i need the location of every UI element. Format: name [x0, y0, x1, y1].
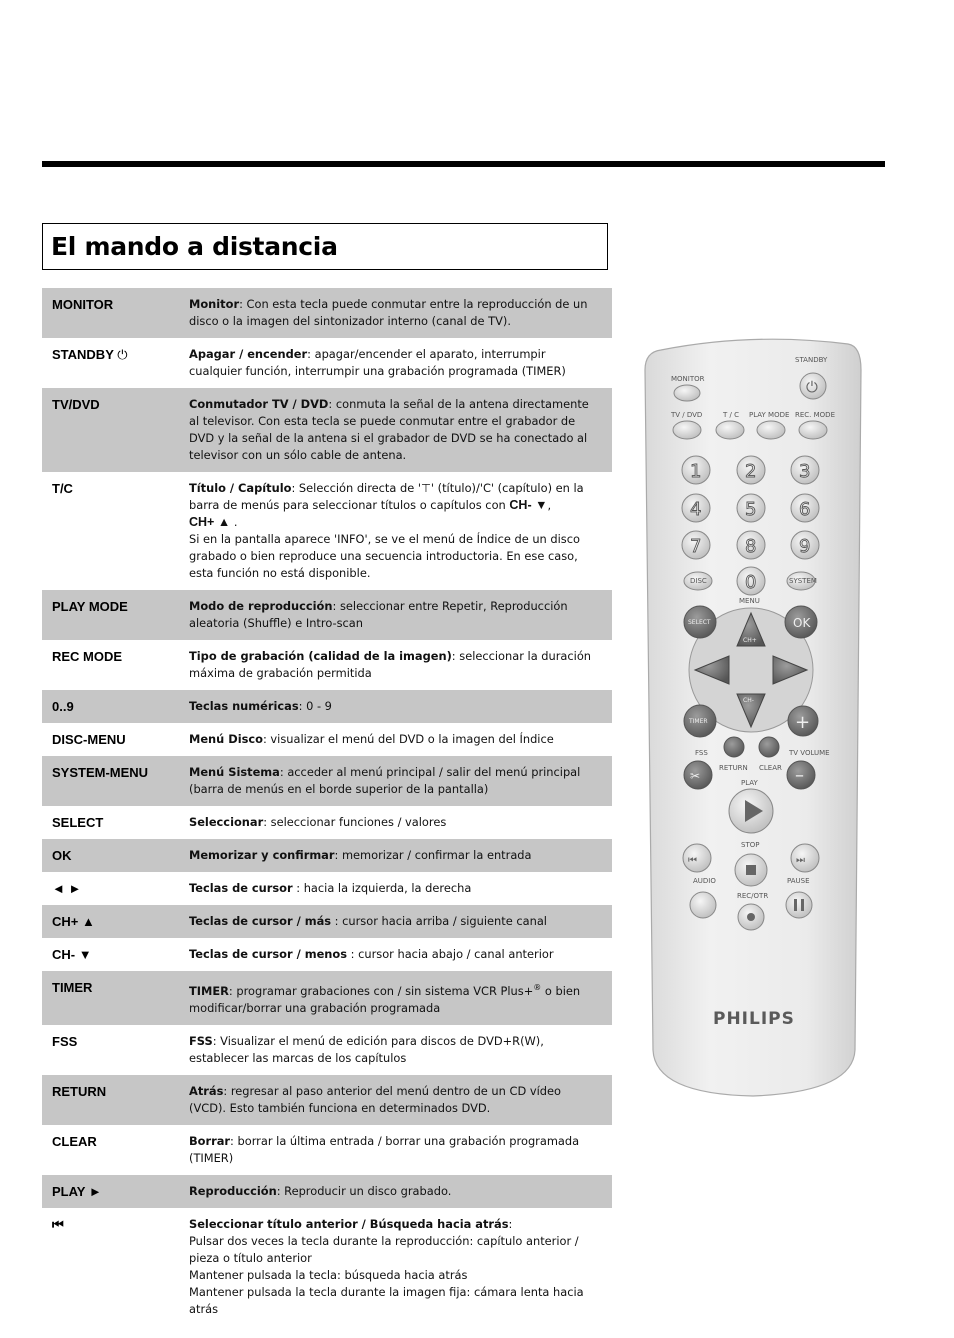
key-description: Título / Capítulo: Selección directa de '⊤' (título)/'C' (capítulo) en la barra de menús para seleccionar títulos o capítulos con CH- ▼, CH+ ▲ . Si en la pantalla aparece 'INFO', se ve el menú de Índice de un disco grabado o bien reproduce una secuencia introductoria. En ese caso, esta función no está disponible.	[189, 481, 584, 580]
table-row	[42, 690, 612, 723]
pause-icon	[794, 899, 797, 911]
table-row	[42, 590, 612, 640]
table-row	[42, 288, 612, 338]
page-title: El mando a distancia	[51, 232, 338, 261]
table-row	[42, 388, 612, 472]
table-row	[42, 905, 612, 938]
remote-label-select: SELECT	[688, 619, 711, 626]
key-name: FSS	[52, 1033, 78, 1049]
remote-digit-label: 3	[799, 461, 811, 482]
remote-label-stop: STOP	[741, 841, 760, 849]
remote-label-pause: PAUSE	[787, 877, 810, 885]
key-name: CH- ▼	[52, 947, 92, 962]
key-description: Seleccionar: seleccionar funciones / valores	[189, 815, 447, 829]
remote-control-illustration	[643, 330, 865, 1100]
key-description: Modo de reproducción: seleccionar entre Repetir, Reproducción aleatoria (Shuffle) e Intro-scan	[189, 599, 568, 630]
table-row	[42, 1025, 612, 1075]
remote-label-monitor: MONITOR	[671, 375, 705, 383]
table-row	[42, 1125, 612, 1175]
table-row	[42, 938, 612, 971]
remote-label-recotr: REC/OTR	[737, 892, 769, 900]
remote-digit-label: 5	[745, 499, 757, 520]
remote-label-tc: T / C	[723, 411, 739, 419]
remote-label-timer: TIMER	[689, 718, 708, 725]
table-row	[42, 1075, 612, 1125]
top-rule	[42, 161, 885, 167]
remote-label-ok: OK	[793, 616, 811, 630]
remote-label-standby: STANDBY	[795, 356, 828, 364]
remote-digit-label: 8	[745, 536, 757, 557]
table-row	[42, 839, 612, 872]
power-icon: ⏻	[806, 378, 818, 396]
remote-label-disc: DISC	[690, 577, 707, 585]
key-description: Reproducción: Reproducir un disco grabado.	[189, 1183, 452, 1198]
next-icon: ⏭	[796, 855, 805, 866]
key-name: TV/DVD	[52, 397, 100, 412]
key-description: Seleccionar título anterior / Búsqueda hacia atrás: Pulsar dos veces la tecla durante la reproducción: capítulo anterior / pieza o título anterior Mantener pulsada la tecla: búsqueda hacia atrás Mantener pulsada la tecla durante la imagen fija: cámara lenta hacia atrás	[189, 1216, 584, 1316]
key-name: STANDBY ⏻	[52, 347, 128, 362]
table-row	[42, 971, 612, 1025]
key-description: Menú Disco: visualizar el menú del DVD o la imagen del Índice	[189, 732, 554, 746]
key-name: CH+ ▲	[52, 914, 95, 929]
key-description: Atrás: regresar al paso anterior del menú dentro de un CD vídeo (VCD). Esto también funciona en determinados DVD.	[189, 1083, 561, 1115]
remote-digit-label: 9	[799, 536, 811, 557]
remote-label-return: RETURN	[719, 764, 748, 772]
key-name: SYSTEM-MENU	[52, 765, 149, 780]
record-icon	[747, 913, 755, 921]
key-description: Menú Sistema: acceder al menú principal / salir del menú principal (barra de menús en el borde superior de la pantalla)	[189, 765, 581, 796]
remote-label-tvdvd: TV / DVD	[671, 411, 703, 419]
key-name: PLAY ►	[52, 1183, 102, 1199]
table-row	[42, 756, 612, 806]
table-row	[42, 723, 612, 756]
remote-label-recmode: REC. MODE	[795, 411, 835, 419]
key-description: Teclas de cursor / menos : cursor hacia abajo / canal anterior	[189, 947, 554, 961]
key-description: FSS: Visualizar el menú de edición para discos de DVD+R(W), establecer las marcas de los capítulos	[189, 1033, 544, 1065]
key-description: Teclas de cursor / más : cursor hacia arriba / siguiente canal	[189, 914, 547, 928]
stop-icon	[746, 865, 756, 875]
key-name: MONITOR	[52, 297, 114, 312]
key-description: Tipo de grabación (calidad de la imagen): seleccionar la duración máxima de grabación permitida	[189, 649, 592, 680]
previous-icon: ⏮	[688, 855, 697, 866]
remote-label-playmode: PLAY MODE	[749, 411, 790, 419]
key-description: Conmutador TV / DVD: conmuta la señal de la antena directamente al televisor. Con esta tecla se puede conmutar entre el grabador de DVD y la señal de la antena si el grabador de DVD se ha conectado al televisor con un sólo cable de antena.	[189, 397, 589, 462]
plus-icon: +	[795, 712, 811, 733]
remote-label-menu: MENU	[739, 597, 760, 605]
power-icon: ⏻	[117, 347, 128, 362]
key-name: OK	[52, 848, 72, 863]
remote-label-chminus: CH-	[743, 697, 754, 704]
key-description: Teclas numéricas: 0 - 9	[189, 699, 332, 713]
remote-label-system: SYSTEM	[789, 577, 817, 585]
key-description: Memorizar y confirmar: memorizar / confirmar la entrada	[189, 848, 532, 862]
remote-digit-label: 2	[745, 461, 757, 482]
scissors-icon: ✂	[690, 769, 701, 783]
table-row	[42, 1175, 612, 1208]
remote-brand-logo: PHILIPS	[713, 1009, 795, 1029]
remote-key-table	[42, 288, 612, 1326]
key-name: SELECT	[52, 815, 104, 830]
remote-digit-label: 4	[690, 499, 702, 520]
table-row	[42, 1208, 612, 1326]
key-name: T/C	[52, 481, 73, 496]
remote-label-play: PLAY	[741, 779, 758, 787]
table-row	[42, 472, 612, 590]
key-name: 0..9	[52, 699, 74, 714]
key-name: ◄ ►	[52, 881, 82, 896]
table-row	[42, 872, 612, 905]
key-name: DISC-MENU	[52, 732, 126, 747]
key-description: Borrar: borrar la última entrada / borrar una grabación programada (TIMER)	[189, 1133, 580, 1165]
table-row	[42, 338, 612, 388]
remote-label-tvvolume: TV VOLUME	[789, 749, 830, 757]
section-title-box	[42, 223, 608, 270]
remote-label-audio: AUDIO	[693, 877, 716, 885]
key-name: CLEAR	[52, 1133, 97, 1149]
remote-label-chplus: CH+	[743, 637, 757, 644]
remote-digit-label: 7	[690, 536, 702, 557]
table-row	[42, 806, 612, 839]
key-name: RETURN	[52, 1083, 107, 1099]
remote-label-fss: FSS	[695, 749, 708, 757]
key-description: Teclas de cursor : hacia la izquierda, la derecha	[189, 881, 472, 895]
key-description: Apagar / encender: apagar/encender el aparato, interrumpir cualquier función, interrumpir una grabación programada (TIMER)	[189, 347, 566, 378]
key-name: REC MODE	[52, 649, 123, 664]
minus-icon: –	[795, 765, 804, 786]
key-name: TIMER	[52, 980, 93, 995]
key-name: PLAY MODE	[52, 599, 128, 614]
key-name: ⏮	[52, 1216, 64, 1232]
remote-label-clear: CLEAR	[759, 764, 782, 772]
remote-digit-label: 1	[690, 461, 702, 482]
remote-digit-label: 0	[745, 572, 757, 593]
table-row	[42, 640, 612, 690]
remote-digit-label: 6	[799, 499, 811, 520]
key-description: Monitor: Con esta tecla puede conmutar entre la reproducción de un disco o la imagen del sintonizador interno (canal de TV).	[189, 297, 588, 328]
remote-monitor-button	[674, 385, 700, 401]
key-description: TIMER: programar grabaciones con / sin sistema VCR Plus+® o bien modificar/borrar una grabación programada	[189, 983, 581, 1015]
